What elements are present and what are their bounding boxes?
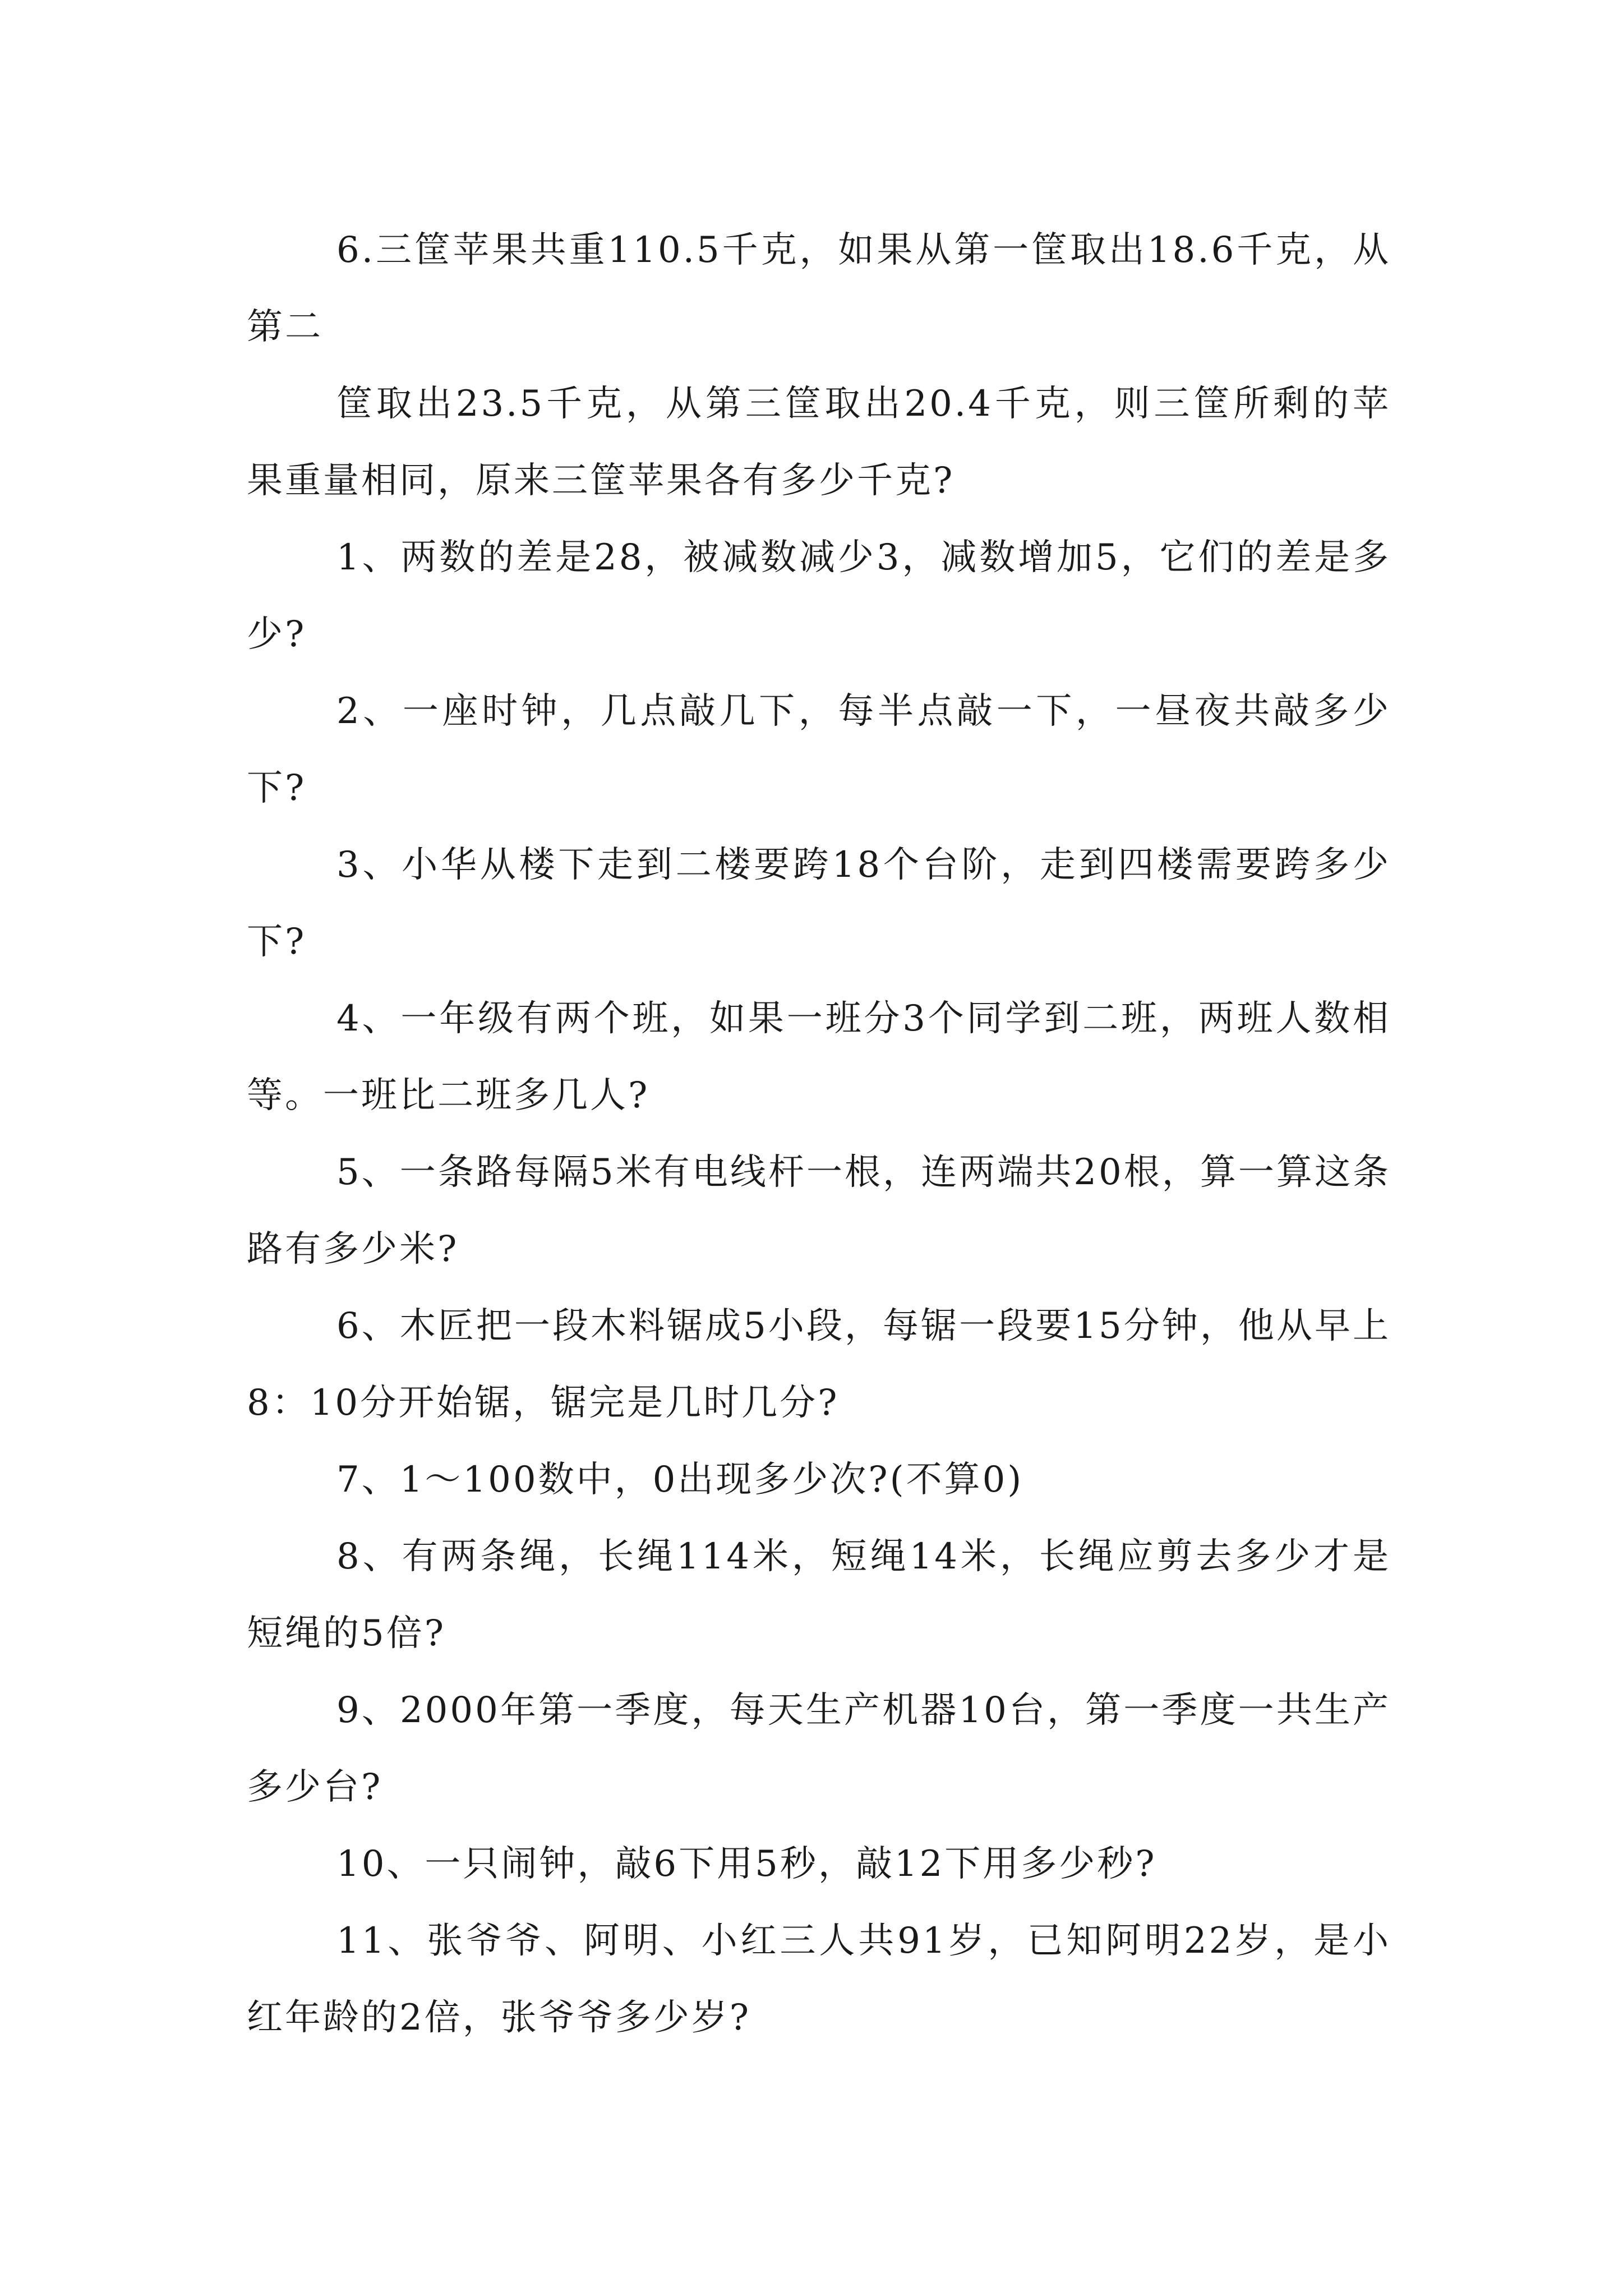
problem-paragraph: 6、木匠把一段木料锯成5小段，每锯一段要15分钟，他从早上8：10分开始锯，锯完是几时几分? [247, 1305, 1391, 1424]
problem-paragraph: 5、一条路每隔5米有电线杆一根，连两端共20根，算一算这条路有多少米? [247, 1152, 1391, 1270]
problem-paragraph: 2、一座时钟，几点敲几下，每半点敲一下，一昼夜共敲多少下? [247, 691, 1391, 809]
document-body [247, 212, 1391, 2056]
problem-paragraph: 筐取出23.5千克，从第三筐取出20.4千克，则三筐所剩的苹果重量相同，原来三筐苹果各有多少千克? [247, 383, 1391, 501]
problem-paragraph: 3、小华从楼下走到二楼要跨18个台阶，走到四楼需要跨多少下? [247, 844, 1391, 963]
problem-paragraph: 4、一年级有两个班，如果一班分3个同学到二班，两班人数相等。一班比二班多几人? [247, 998, 1391, 1116]
problem-paragraph: 1、两数的差是28，被减数减少3，减数增加5，它们的差是多少? [247, 537, 1391, 655]
problem-paragraph: 10、一只闹钟，敲6下用5秒，敲12下用多少秒? [336, 1843, 1157, 1885]
problem-paragraph: 11、张爷爷、阿明、小红三人共91岁，已知阿明22岁，是小红年龄的2倍，张爷爷多少岁? [247, 1920, 1391, 2039]
problem-paragraph: 9、2000年第一季度，每天生产机器10台，第一季度一共生产多少台? [247, 1690, 1391, 1808]
problem-paragraph: 6.三筐苹果共重110.5千克，如果从第一筐取出18.6千克，从第二 [247, 229, 1391, 348]
problem-paragraph: 7、1～100数中，0出现多少次?(不算0) [336, 1459, 1024, 1501]
problem-paragraph: 8、有两条绳，长绳114米，短绳14米，长绳应剪去多少才是短绳的5倍? [247, 1536, 1391, 1654]
